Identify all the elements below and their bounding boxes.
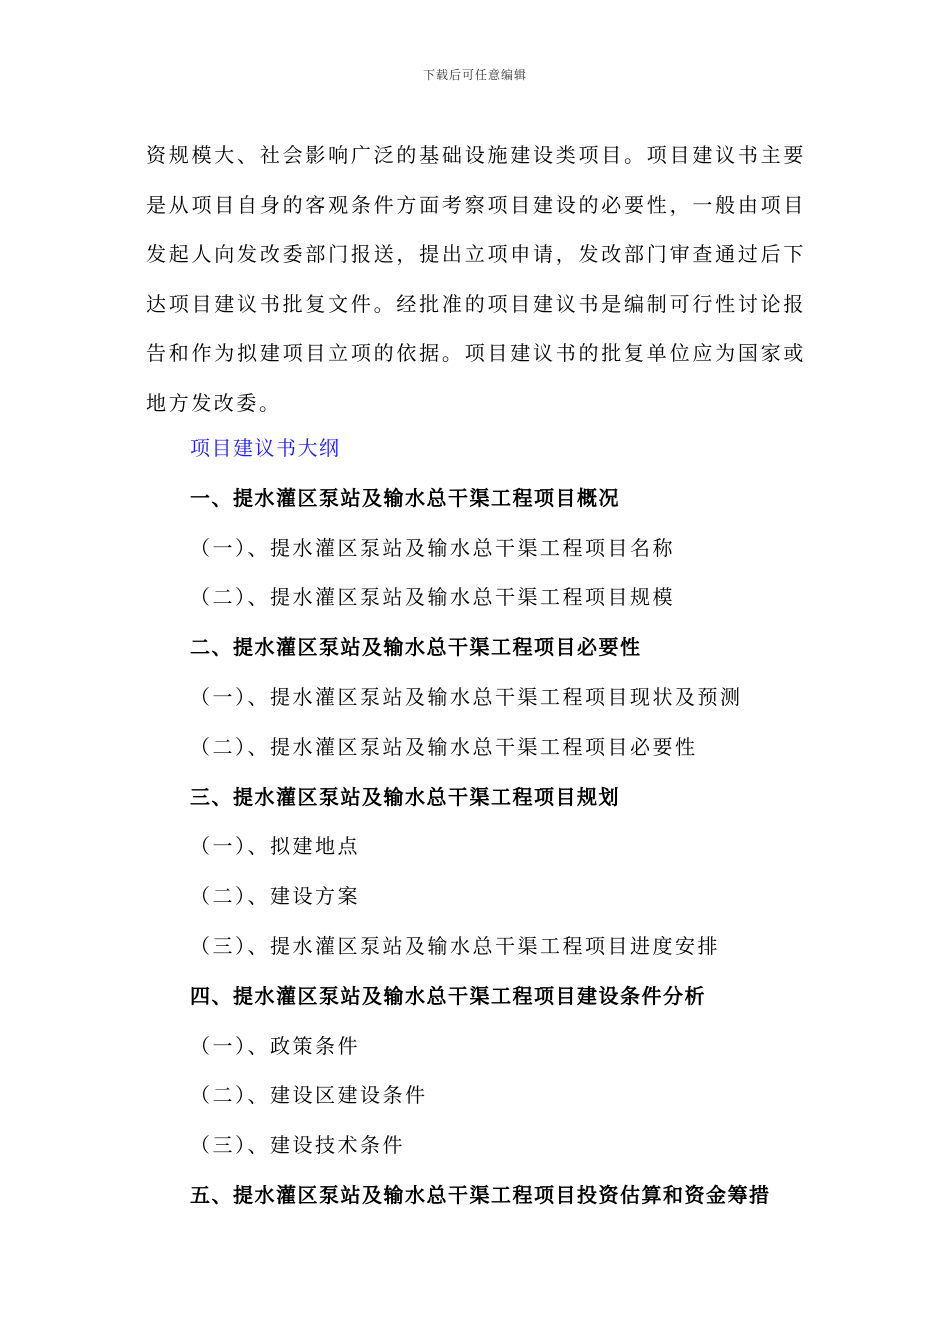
outline-section-heading: 四、提水灌区泵站及输水总干渠工程项目建设条件分析 — [190, 983, 706, 1008]
body-paragraph: 资规模大、社会影响广泛的基础设施建设类项目。项目建议书主要是从项目自身的客观条件方面考察项目建设的必要性，一般由项目发起人向发改委部门报送，提出立项申请，发改部门审查通过后下达项目建议书批复文件。经批准的项目建议书是编制可行性讨论报告和作为拟建项目立项的依据。项目建议书的批复单位应为国家或地方发改委。 — [146, 143, 806, 415]
outline-subsection: （一）、提水灌区泵站及输水总干渠工程项目现状及预测 — [190, 684, 743, 709]
outline-section-heading: 二、提水灌区泵站及输水总干渠工程项目必要性 — [190, 635, 642, 660]
outline-subsection: （一）、拟建地点 — [190, 834, 360, 859]
page-header: 下载后可任意编辑 — [422, 68, 527, 82]
outline-subsection: （二）、提水灌区泵站及输水总干渠工程项目必要性 — [190, 734, 698, 759]
outline-title: 项目建议书大纲 — [190, 436, 341, 460]
outline-subsection: （三）、建设技术条件 — [190, 1133, 405, 1158]
outline-subsection: （三）、提水灌区泵站及输水总干渠工程项目进度安排 — [190, 933, 720, 958]
outline-subsection: （二）、建设区建设条件 — [190, 1083, 428, 1108]
outline-list — [190, 424, 830, 1221]
outline-section-heading: 五、提水灌区泵站及输水总干渠工程项目投资估算和资金筹措 — [190, 1182, 771, 1207]
outline-section-heading: 三、提水灌区泵站及输水总干渠工程项目规划 — [190, 784, 620, 809]
outline-section-heading: 一、提水灌区泵站及输水总干渠工程项目概况 — [190, 485, 620, 510]
outline-subsection: （二）、建设方案 — [190, 884, 360, 909]
outline-subsection: （二）、提水灌区泵站及输水总干渠工程项目规模 — [190, 585, 675, 610]
outline-subsection: （一）、政策条件 — [190, 1033, 360, 1058]
outline-subsection: （一）、提水灌区泵站及输水总干渠工程项目名称 — [190, 535, 675, 560]
